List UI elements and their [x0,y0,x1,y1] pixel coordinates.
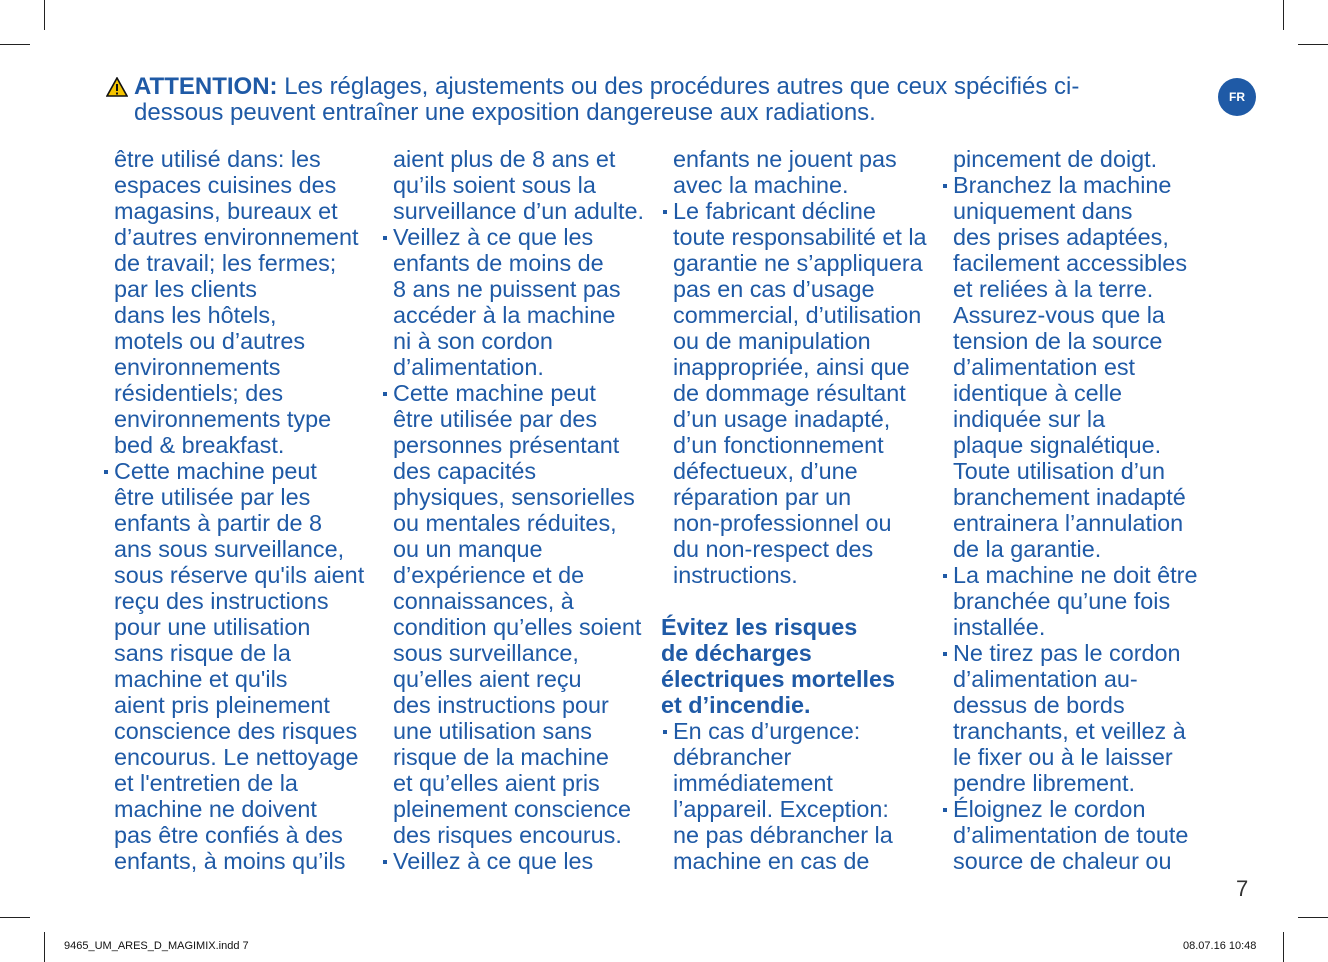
crop-mark [0,44,30,45]
text-line: espaces cuisines des [114,172,337,198]
text-line: tension de la source [953,328,1163,354]
text-line: des instructions pour [393,692,609,718]
text-line: sans risque de la [114,640,291,666]
text-column-4 [953,146,1213,874]
text-line: Cette machine peut [114,458,374,484]
text-line: Assurez-vous que la [953,302,1165,328]
text-line: Ne tirez pas le cordon [953,640,1213,666]
text-line: d’autres environnement [114,224,359,250]
page-number: 7 [1236,876,1249,901]
text-line: enfants de moins de [393,250,604,276]
paragraph [393,146,653,224]
text-line: d’expérience et de [393,562,585,588]
bullet-item [114,458,374,874]
paragraph [673,146,933,198]
section-heading [661,614,933,718]
text-line: avec la machine. [673,172,849,198]
crop-mark [1298,917,1328,918]
text-line: enfants ne jouent pas [673,146,897,172]
text-line: d’alimentation est [953,354,1136,380]
text-line: toute responsabilité et la [673,224,927,250]
text-line: ni à son cordon [393,328,553,354]
text-line: dessus de bords [953,692,1125,718]
text-line: Le fabricant décline [673,198,933,224]
paragraph [953,146,1213,172]
text-line: branchement inadapté [953,484,1186,510]
text-line: machine en cas de [673,848,870,874]
text-line: pleinement conscience [393,796,631,822]
warning-triangle-icon [106,77,128,97]
text-line: environnements [114,354,281,380]
text-line: résidentiels; des [114,380,284,406]
text-line: Cette machine peut [393,380,653,406]
text-line: enfants, à moins qu’ils [114,848,346,874]
text-line: machine et qu'ils [114,666,288,692]
text-line: et qu’elles aient pris [393,770,600,796]
crop-mark [1298,44,1328,45]
text-line: d’alimentation. [393,354,544,380]
text-line: conscience des risques [114,718,358,744]
text-line: magasins, bureaux et [114,198,338,224]
text-line: d’alimentation au- [953,666,1138,692]
text-line: entrainera l’annulation [953,510,1184,536]
crop-mark [1283,932,1284,962]
bullet-item [393,380,653,848]
text-line: et reliées à la terre. [953,276,1154,302]
text-line: indiquée sur la [953,406,1106,432]
text-line: physiques, sensorielles [393,484,635,510]
bullet-item [393,848,653,874]
text-line: risque de la machine [393,744,609,770]
text-line: source de chaleur ou [953,848,1172,874]
text-line: machine ne doivent [114,796,317,822]
text-line: pendre librement. [953,770,1136,796]
crop-mark [1283,0,1284,30]
text-line: une utilisation sans [393,718,592,744]
text-line: de dommage résultant [673,380,906,406]
text-line: d’alimentation de toute [953,822,1189,848]
bullet-item [393,224,653,380]
text-line: des risques encourus. [393,822,622,848]
text-line: bed & breakfast. [114,432,285,458]
text-line: et l'entretien de la [114,770,298,796]
bullet-item [953,562,1213,640]
warning-text-block [134,74,1164,126]
text-line: accéder à la machine [393,302,616,328]
text-line: des prises adaptées, [953,224,1169,250]
language-badge: FR [1218,78,1256,116]
text-line: identique à celle [953,380,1123,406]
slug-right: 08.07.16 10:48 [1183,940,1257,952]
bullet-item [673,198,933,588]
text-line: Veillez à ce que les [393,848,653,874]
text-line: Toute utilisation d’un [953,458,1165,484]
bullet-item [673,718,933,874]
text-column-1 [114,146,374,874]
text-line: ou un manque [393,536,543,562]
text-line: commercial, d’utilisation [673,302,922,328]
heading-line: de décharges [661,640,812,666]
bullet-item [953,796,1213,874]
text-column-3 [661,146,933,874]
text-line: En cas d’urgence: [673,718,933,744]
text-line: immédiatement [673,770,833,796]
warning-label: ATTENTION: [134,73,278,100]
bullet-item [953,172,1213,562]
text-line: uniquement dans [953,198,1133,224]
text-line: dans les hôtels, [114,302,277,328]
text-line: être utilisée par des [393,406,598,432]
text-line: être utilisée par les [114,484,311,510]
text-line: par les clients [114,276,258,302]
crop-mark [0,917,30,918]
text-line: garantie ne s’appliquera [673,250,923,276]
text-line: inappropriée, ainsi que [673,354,910,380]
text-line: du non-respect des [673,536,874,562]
text-line: qu’ils soient sous la [393,172,596,198]
text-line: pas être confiés à des [114,822,343,848]
text-line: des capacités [393,458,537,484]
text-line: d’un usage inadapté, [673,406,891,432]
slug-left: 9465_UM_ARES_D_MAGIMIX.indd 7 [64,940,249,952]
text-line: Veillez à ce que les [393,224,653,250]
text-line: condition qu’elles soient [393,614,642,640]
text-line: pour une utilisation [114,614,311,640]
text-column-2 [393,146,653,874]
text-line: pas en cas d’usage [673,276,875,302]
text-line: branchée qu’une fois [953,588,1171,614]
text-line: l’appareil. Exception: [673,796,889,822]
warning-text: Les réglages, ajustements ou des procédures autres que ceux spécifiés ci-dessous peuvent entraîner une exposition dangereuse aux radiations. [134,73,1080,126]
text-line: Branchez la machine [953,172,1213,198]
text-line: ne pas débrancher la [673,822,893,848]
text-line: personnes présentant [393,432,620,458]
text-line: tranchants, et veillez à [953,718,1186,744]
text-line: être utilisé dans: les [114,146,321,172]
bullet-item [953,640,1213,796]
text-line: encourus. Le nettoyage [114,744,359,770]
text-line: plaque signalétique. [953,432,1162,458]
heading-line: et d’incendie. [661,692,811,718]
text-line: d’un fonctionnement [673,432,884,458]
text-line: instructions. [673,562,798,588]
text-line: sous surveillance, [393,640,579,666]
text-line: qu’elles aient reçu [393,666,582,692]
crop-mark [44,0,45,30]
text-line: ou de manipulation [673,328,871,354]
text-line: 8 ans ne puissent pas [393,276,621,302]
text-line: sous réserve qu'ils aient [114,562,365,588]
text-line: reçu des instructions [114,588,329,614]
text-line: enfants à partir de 8 [114,510,323,536]
text-line: aient pris pleinement [114,692,330,718]
crop-mark [44,932,45,962]
text-line: Éloignez le cordon [953,796,1213,822]
text-line: de travail; les fermes; [114,250,337,276]
text-line: La machine ne doit être [953,562,1213,588]
text-line: facilement accessibles [953,250,1188,276]
text-line: défectueux, d’une [673,458,858,484]
text-line: pincement de doigt. [953,146,1158,172]
paragraph [114,146,374,458]
text-line: réparation par un [673,484,852,510]
text-line: ans sous surveillance, [114,536,345,562]
text-line: non-professionnel ou [673,510,892,536]
text-line: aient plus de 8 ans et [393,146,616,172]
text-line: surveillance d’un adulte. [393,198,644,224]
text-line: débrancher [673,744,792,770]
text-line: de la garantie. [953,536,1102,562]
heading-line: Évitez les risques [661,614,858,640]
heading-line: électriques mortelles [661,666,896,692]
text-line: connaissances, à [393,588,574,614]
text-line: ou mentales réduites, [393,510,617,536]
text-line: environnements type [114,406,332,432]
text-line: le fixer ou à le laisser [953,744,1173,770]
spacer [673,588,933,614]
text-line: installée. [953,614,1046,640]
text-line: motels ou d’autres [114,328,306,354]
